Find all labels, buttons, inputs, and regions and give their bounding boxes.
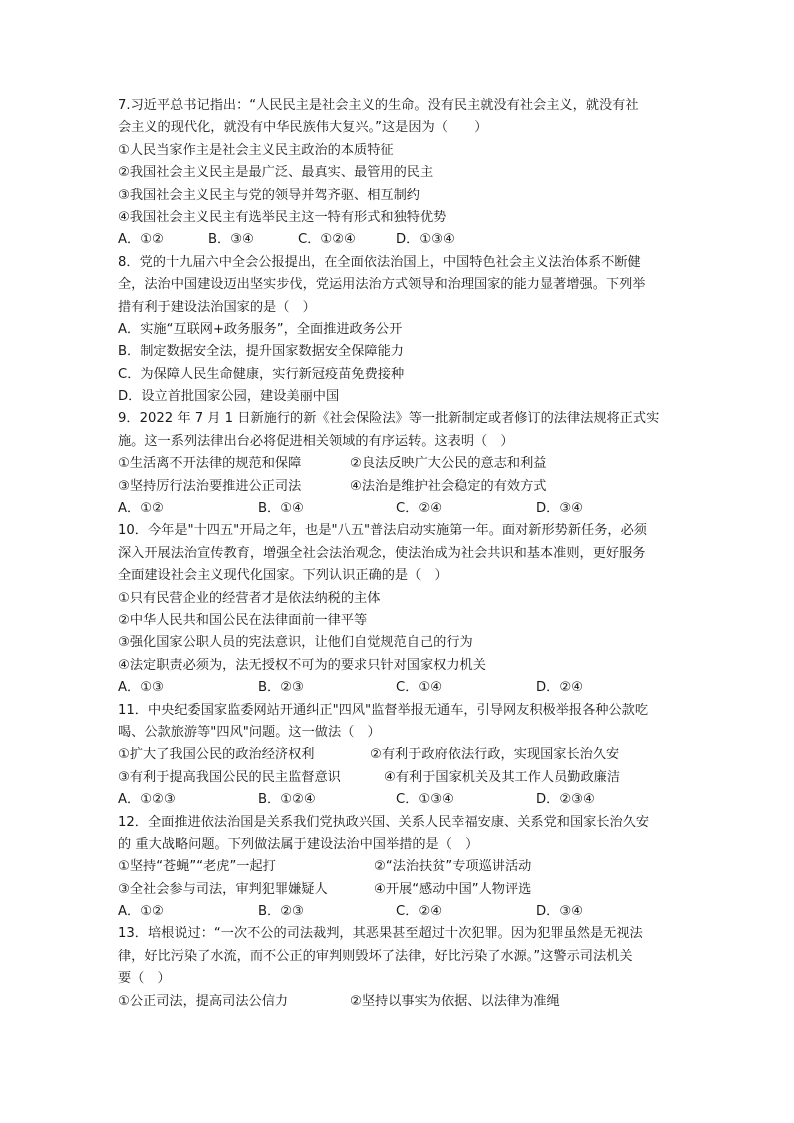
question-stem: 律，好比污染了水流，而不公正的审判则毁坏了法律，好比污染了水源。”这警示司法机关 xyxy=(118,948,633,964)
statement-row xyxy=(118,453,688,475)
statement: ③全社会参与司法，审判犯罪嫌疑人 xyxy=(118,881,328,897)
statement-row xyxy=(118,991,688,1013)
question-list xyxy=(118,95,688,1013)
statement: ②中华人民共和国公民在法律面前一律平等 xyxy=(118,612,368,628)
question-stem: 措有利于建设法治国家的是（ ） xyxy=(118,299,316,315)
question-stem: 13．培根说过：“一次不公的司法裁判，其恶果甚至超过十次犯罪。因为犯罪虽然是无视法 xyxy=(118,926,643,942)
answer-options xyxy=(118,677,688,699)
option-c: C．①④ xyxy=(396,680,443,696)
question-8 xyxy=(118,252,688,409)
statement: ③我国社会主义民主与党的领导并驾齐驱、相互制约 xyxy=(118,187,420,203)
statement: ①生活离不开法律的规范和保障 xyxy=(118,456,302,472)
option-b: B．②③ xyxy=(258,904,304,920)
question-stem: 喝、公款旅游等"四风"问题。这一做法（ ） xyxy=(118,724,381,740)
statement: ②良法反映广大公民的意志和利益 xyxy=(350,456,547,472)
answer-options xyxy=(118,498,688,520)
option-b: B．②③ xyxy=(258,680,304,696)
option-d: D．②③④ xyxy=(536,792,595,808)
option-a: A．①② xyxy=(118,501,164,517)
option-b: B．①④ xyxy=(258,501,304,517)
option-c: C．为保障人民生命健康，实行新冠疫苗免费接种 xyxy=(118,366,405,382)
option-b: B．①②④ xyxy=(258,792,316,808)
question-9 xyxy=(118,408,688,520)
statement: ②有利于政府依法行政，实现国家长治久安 xyxy=(370,747,620,763)
question-stem: 11．中央纪委国家监委网站开通纠正"四风"监督举报无通车，引导网友积极举报各种公款吃 xyxy=(118,702,649,718)
option-d: D．设立首批国家公园，建设美丽中国 xyxy=(118,389,340,405)
option-a: A．①② xyxy=(118,232,164,248)
question-12 xyxy=(118,812,688,924)
option-a: A．实施“互联网+政务服务”，全面推进政务公开 xyxy=(118,321,403,337)
question-stem: 12．全面推进依法治国是关系我们党执政兴国、关系人民幸福安康、关系党和国家长治久安 xyxy=(118,814,650,830)
answer-options xyxy=(118,901,688,923)
option-b: B．制定数据安全法，提升国家数据安全保障能力 xyxy=(118,344,404,360)
option-b: B．③④ xyxy=(208,232,254,248)
option-c: C．①③④ xyxy=(396,792,454,808)
option-c: C．①②④ xyxy=(298,232,356,248)
question-10 xyxy=(118,520,688,699)
question-stem: 全，法治中国建设迈出坚实步伐，党运用法治方式领导和治理国家的能力显著增强。下列举 xyxy=(118,277,646,293)
option-d: D．①③④ xyxy=(396,232,455,248)
question-7 xyxy=(118,95,688,252)
question-stem: 10．今年是"十四五"开局之年，也是"八五"普法启动实施第一年。面对新形势新任务，必须 xyxy=(118,523,647,539)
statement: ③强化国家公职人员的宪法意识，让他们自觉规范自己的行为 xyxy=(118,635,473,651)
statement-row xyxy=(118,744,688,766)
statement: ①坚持“苍蝇”“老虎”一起打 xyxy=(118,859,276,875)
question-stem: 要（ ） xyxy=(118,971,171,987)
statement: ①只有民营企业的经营者才是依法纳税的主体 xyxy=(118,590,381,606)
statement: ④法定职责必须为，法无授权不可为的要求只针对国家权力机关 xyxy=(118,657,486,673)
option-c: C．②④ xyxy=(396,501,443,517)
question-11 xyxy=(118,700,688,812)
question-13 xyxy=(118,923,688,1013)
statement: ④开展“感动中国”人物评选 xyxy=(374,881,532,897)
statement: ④我国社会主义民主有选举民主这一特有形式和独特优势 xyxy=(118,209,447,225)
statement-row xyxy=(118,879,688,901)
answer-options xyxy=(118,789,688,811)
statement: ②我国社会主义民主是最广泛、最真实、最管用的民主 xyxy=(118,165,434,181)
question-stem: 9．2022 年 7 月 1 日新施行的新《社会保险法》等一批新制定或者修订的法律法规将正式实 xyxy=(118,411,660,427)
question-stem: 会主义的现代化，就没有中华民族伟大复兴。”这是因为（ ） xyxy=(118,120,488,136)
statement: ④法治是维护社会稳定的有效方式 xyxy=(350,478,547,494)
option-c: C．②④ xyxy=(396,904,443,920)
option-a: A．①③ xyxy=(118,680,164,696)
statement: ①公正司法，提高司法公信力 xyxy=(118,993,289,1009)
statement: ②“法治扶贫”专项巡讲活动 xyxy=(374,859,532,875)
option-a: A．①② xyxy=(118,904,164,920)
question-stem: 全面建设社会主义现代化国家。下列认识正确的是（ ） xyxy=(118,568,448,584)
statement: ①人民当家作主是社会主义民主政治的本质特征 xyxy=(118,142,394,158)
question-stem: 施。这一系列法律出台必将促进相关领域的有序运转。这表明（ ） xyxy=(118,433,514,449)
question-stem: 的 重大战略问题。下列做法属于建设法治中国举措的是（ ） xyxy=(118,836,479,852)
question-stem: 8．党的十九届六中全会公报提出，在全面依法治国上，中国特色社会主义法治体系不断健 xyxy=(118,254,641,270)
question-stem: 深入开展法治宣传教育，增强全社会法治观念，使法治成为社会共识和基本准则，更好服务 xyxy=(118,545,646,561)
statement: ①扩大了我国公民的政治经济权利 xyxy=(118,747,315,763)
option-d: D．③④ xyxy=(536,904,583,920)
statement-row xyxy=(118,767,688,789)
statement: ④有利于国家机关及其工作人员勤政廉洁 xyxy=(384,769,621,785)
statement-row xyxy=(118,856,688,878)
statement: ③坚持厉行法治要推进公正司法 xyxy=(118,478,302,494)
option-d: D．②④ xyxy=(536,680,583,696)
option-a: A．①②③ xyxy=(118,792,176,808)
question-stem: 7.习近平总书记指出：“人民民主是社会主义的生命。没有民主就没有社会主义，就没有社 xyxy=(118,98,639,113)
statement-row xyxy=(118,476,688,498)
statement: ③有利于提高我国公民的民主监督意识 xyxy=(118,769,341,785)
statement: ②坚持以事实为依据、以法律为准绳 xyxy=(350,993,560,1009)
option-d: D．③④ xyxy=(536,501,583,517)
answer-options xyxy=(118,229,688,251)
